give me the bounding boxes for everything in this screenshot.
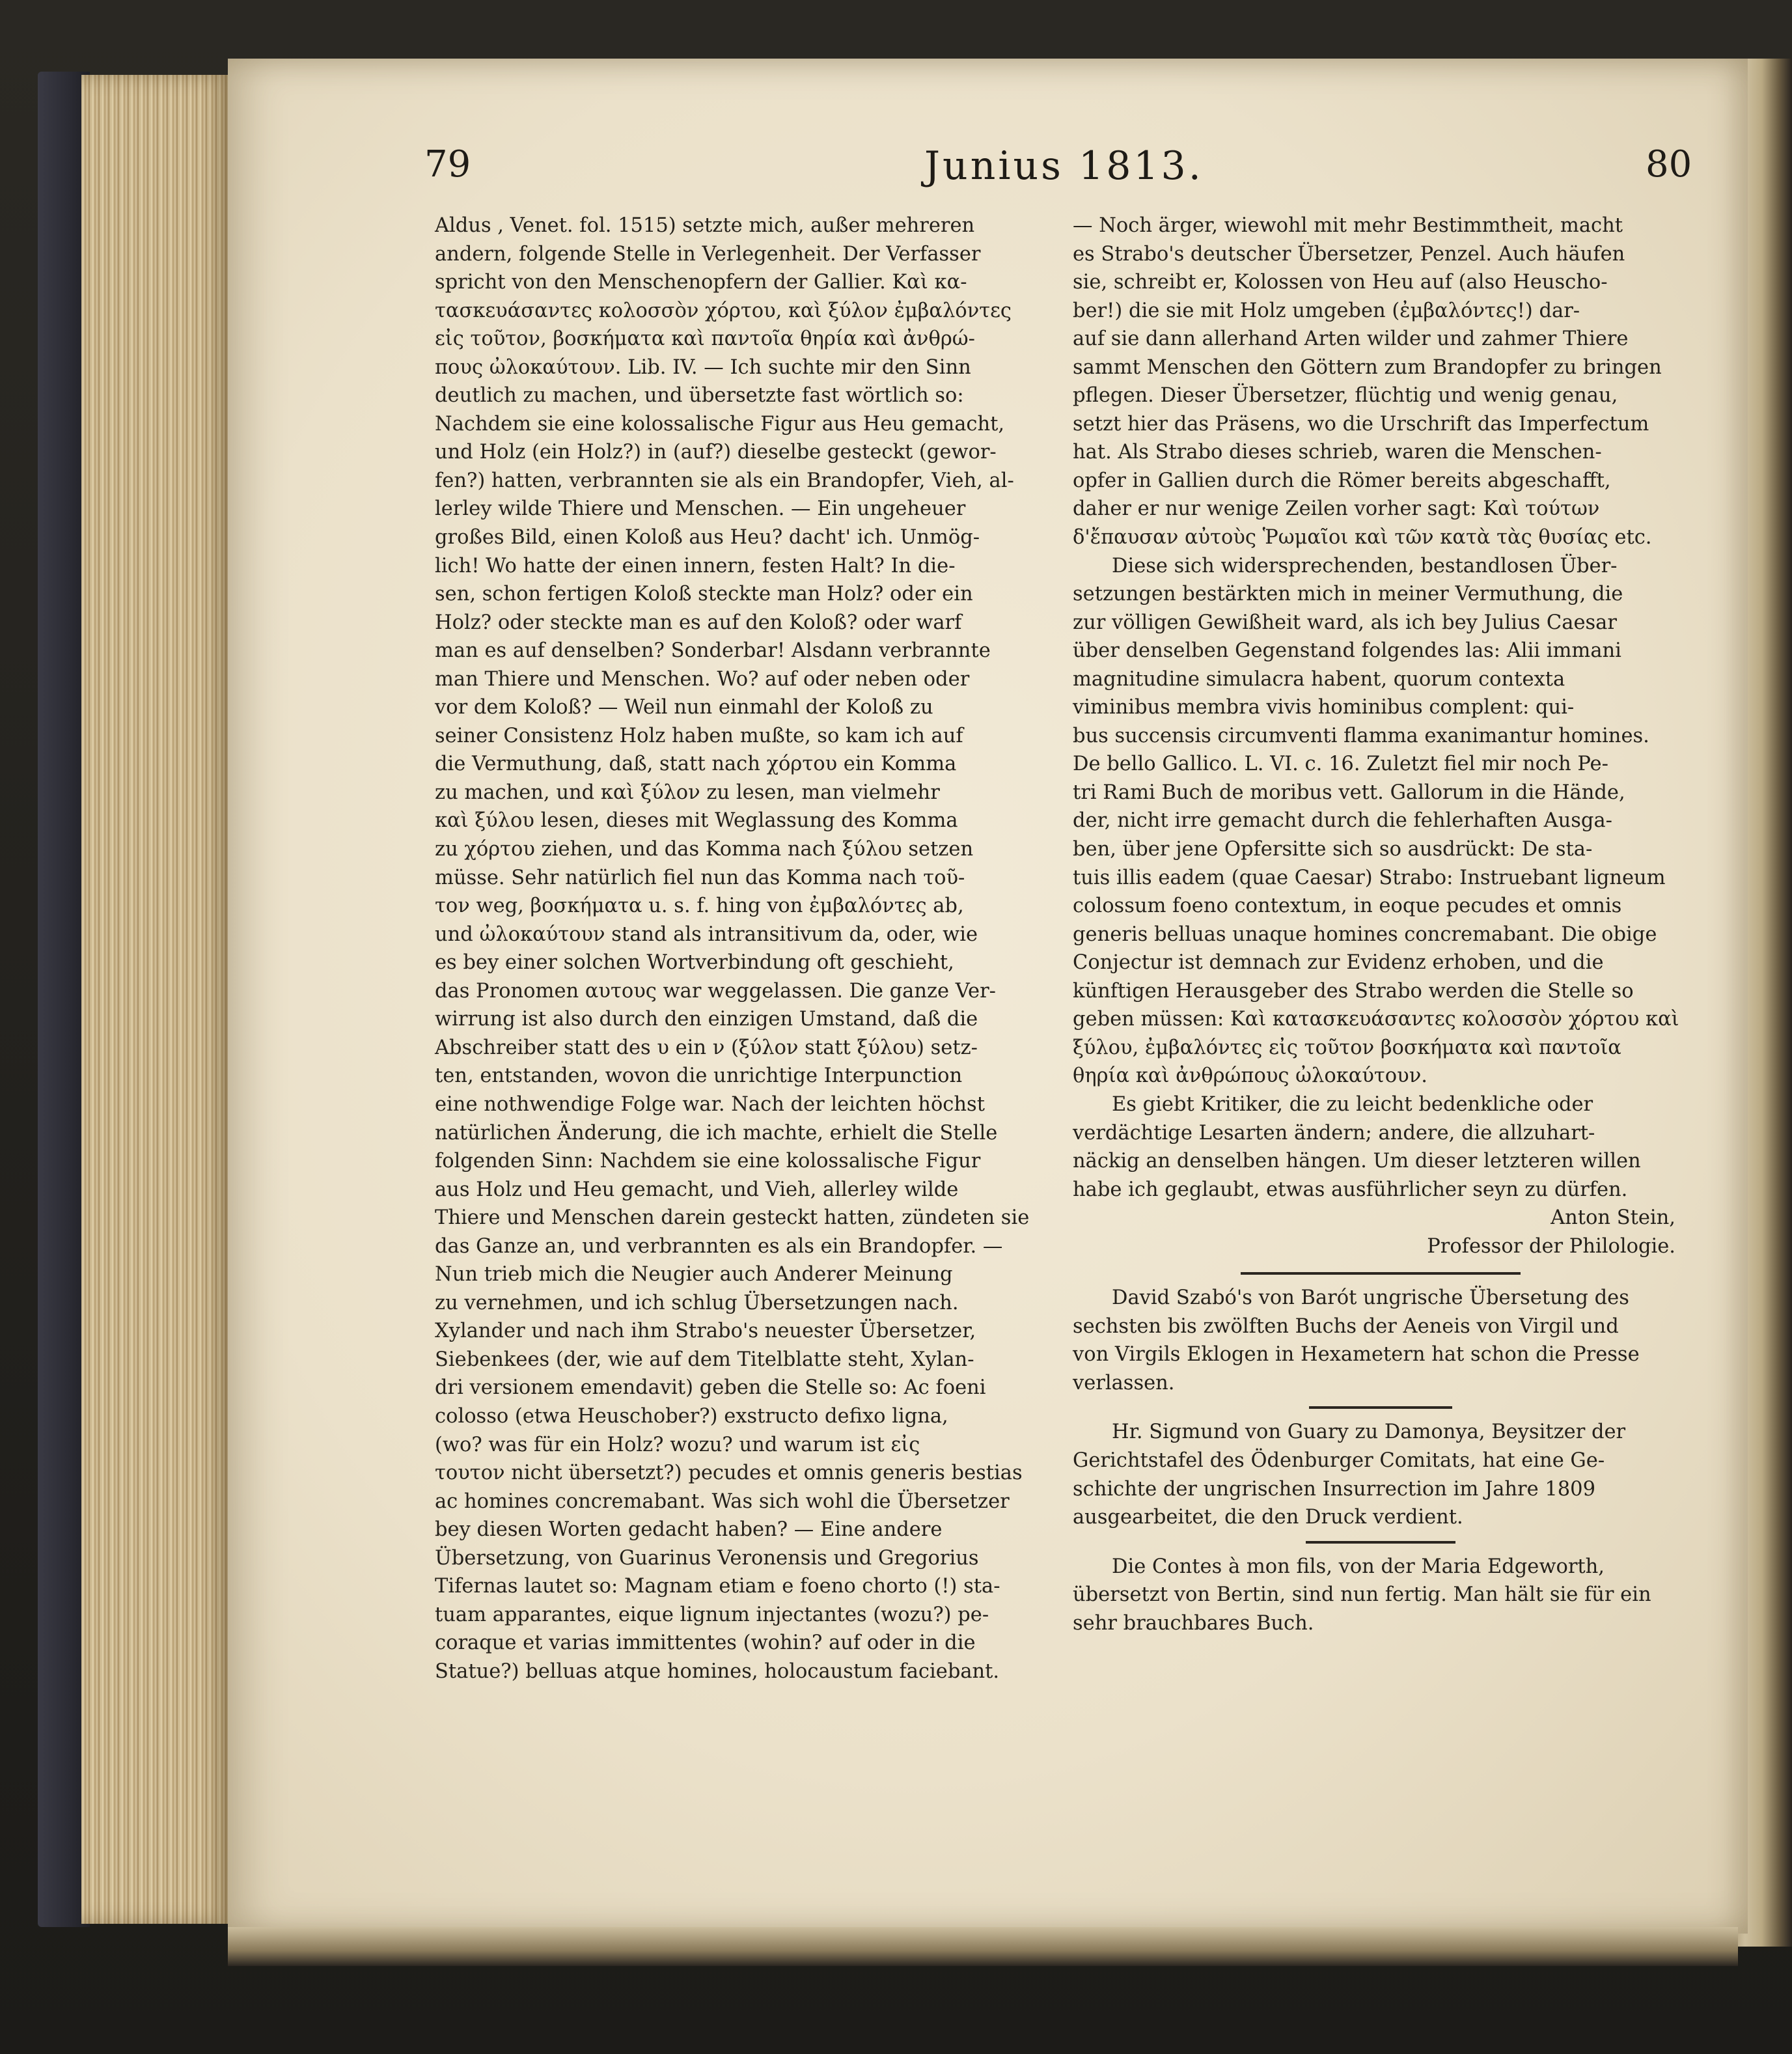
notice-guary [1073, 1418, 1689, 1531]
text-line: tri Rami Buch de moribus vett. Gallorum in die Hände, [1073, 781, 1625, 804]
text-line: Aldus , Venet. fol. 1515) setzte mich, außer mehreren [435, 214, 975, 237]
section-divider [1241, 1272, 1521, 1275]
text-line: daher er nur wenige Zeilen vorher sagt: Καὶ τούτων [1073, 497, 1600, 521]
text-line: τον weg, βοσκήματα u. s. f. hing von ἐμβαλόντες ab, [435, 895, 964, 918]
text-line: übersetzt von Bertin, sind nun fertig. Man hält sie für ein [1073, 1583, 1651, 1607]
text-line: δ'ἔπαυσαν αὐτοὺς Ῥωμαῖοι καὶ τῶν κατὰ τὰς θυσίας etc. [1073, 526, 1652, 549]
text-line: aus Holz und Heu gemacht, und Vieh, allerley wilde [435, 1178, 959, 1201]
page-bottom-edge [228, 1927, 1738, 1966]
text-line: Hr. Sigmund von Guary zu Damonya, Beysitzer der [1112, 1421, 1626, 1444]
section-divider [1306, 1541, 1455, 1544]
notice-szabo [1073, 1284, 1689, 1397]
text-line: das Ganze an, und verbrannten es als ein Brandopfer. — [435, 1234, 1003, 1258]
text-line: Die Contes à mon fils, von der Maria Edgeworth, [1112, 1555, 1605, 1578]
page-edges [81, 75, 231, 1924]
text-line: De bello Gallico. L. VI. c. 16. Zuletzt fiel mir noch Pe- [1073, 753, 1608, 776]
text-line: Gerichtstafel des Ödenburger Comitats, hat eine Ge- [1073, 1449, 1605, 1472]
text-line: es Strabo's deutscher Übersetzer, Penzel. Auch häufen [1073, 242, 1625, 266]
text-line: ac homines concremabant. Was sich wohl die Übersetzer [435, 1490, 1010, 1513]
text-line: Diese sich widersprechenden, bestandlosen Über- [1112, 554, 1618, 577]
text-line: man es auf denselben? Sonderbar! Alsdann verbrannte [435, 639, 991, 663]
text-line: über denselben Gegenstand folgendes las: Alii immani [1073, 639, 1621, 663]
text-line: schichte der ungrischen Insurrection im Jahre 1809 [1073, 1477, 1595, 1501]
text-line: näckig an denselben hängen. Um dieser letzteren willen [1073, 1150, 1641, 1173]
text-line: Abschreiber statt des υ ein ν (ξύλον statt ξύλου) setz- [435, 1036, 978, 1059]
text-line: Holz? oder steckte man es auf den Koloß? oder warf [435, 611, 962, 634]
text-line: verdächtige Lesarten ändern; andere, die allzuhart- [1073, 1121, 1595, 1145]
text-line: (wo? was für ein Holz? wozu? und warum ist εἰς [435, 1433, 920, 1456]
text-line: πους ὠλοκαύτουν. Lib. IV. — Ich suchte mir den Sinn [435, 355, 971, 379]
text-line: großes Bild, einen Koloß aus Heu? dacht' ich. Unmög- [435, 526, 980, 549]
text-line: fen?) hatten, verbrannten sie als ein Brandopfer, Vieh, al- [435, 469, 1014, 492]
text-line: τουτον nicht übersetzt?) pecudes et omnis generis bestias [435, 1462, 1023, 1485]
right-column-article [1073, 212, 1689, 1204]
text-line: auf sie dann allerhand Arten wilder und zahmer Thiere [1073, 327, 1629, 351]
text-line: hat. Als Strabo dieses schrieb, waren die Menschen- [1073, 441, 1602, 464]
text-line: David Szabó's von Barót ungrische Übersetung des [1112, 1286, 1629, 1310]
text-line: eine nothwendige Folge war. Nach der leichten höchst [435, 1092, 985, 1116]
right-column [1073, 212, 1689, 1637]
text-line: magnitudine simulacra habent, quorum contexta [1073, 667, 1565, 691]
text-line: pflegen. Dieser Übersetzer, flüchtig und wenig genau, [1073, 384, 1618, 408]
text-line: sechsten bis zwölften Buchs der Aeneis von Virgil und [1073, 1314, 1619, 1338]
text-line: sie, schreibt er, Kolossen von Heu auf (also Heuscho- [1073, 271, 1608, 294]
text-line: colosso (etwa Heuschober?) exstructo defixo ligna, [435, 1404, 948, 1428]
text-line: andern, folgende Stelle in Verlegenheit. Der Verfasser [435, 242, 981, 266]
text-line: seiner Consistenz Holz haben mußte, so kam ich auf [435, 724, 963, 747]
text-line: lerley wilde Thiere und Menschen. — Ein ungeheuer [435, 497, 966, 521]
text-line: man Thiere und Menschen. Wo? auf oder neben oder [435, 667, 970, 691]
signature-title: Professor der Philologie. [1427, 1234, 1675, 1258]
text-line: deutlich zu machen, und übersetzte fast wörtlich so: [435, 384, 964, 408]
text-line: tuam apparantes, eique lignum injectantes (wozu?) pe- [435, 1603, 989, 1626]
text-line: sammt Menschen den Göttern zum Brandopfer zu bringen [1073, 355, 1662, 379]
text-line: coraque et varias immittentes (wohin? auf oder in die [435, 1631, 976, 1655]
text-line: folgenden Sinn: Nachdem sie eine kolossalische Figur [435, 1150, 981, 1173]
text-line: von Virgils Eklogen in Hexametern hat schon die Presse [1073, 1343, 1640, 1367]
text-line: καὶ ξύλου lesen, dieses mit Weglassung des Komma [435, 809, 958, 833]
text-line: zu χόρτου ziehen, und das Komma nach ξύλου setzen [435, 838, 974, 861]
text-line: die Vermuthung, daß, statt nach χόρτου ein Komma [435, 753, 957, 776]
signature-name: Anton Stein, [1551, 1206, 1675, 1230]
text-line: ber!) die sie mit Holz umgeben (ἐμβαλόντες!) dar- [1073, 299, 1580, 322]
text-line: generis belluas unaque homines concremabant. Die obige [1073, 923, 1657, 946]
text-line: habe ich geglaubt, etwas ausführlicher seyn zu dürfen. [1073, 1178, 1628, 1201]
text-line: Es giebt Kritiker, die zu leicht bedenkliche oder [1112, 1092, 1593, 1116]
text-line: Thiere und Menschen darein gesteckt hatten, zündeten sie [435, 1206, 1030, 1230]
text-line: Siebenkees (der, wie auf dem Titelblatte steht, Xylan- [435, 1348, 974, 1371]
text-line: ξύλου, ἐμβαλόντες εἰς τοῦτον βοσκήματα καὶ παντοῖα [1073, 1036, 1621, 1059]
text-line: es bey einer solchen Wortverbindung oft geschieht, [435, 951, 954, 975]
text-line: und ὠλοκαύτουν stand als intransitivum da, oder, wie [435, 923, 978, 946]
left-column [435, 212, 1053, 1686]
page-number-right: 80 [1646, 143, 1692, 186]
text-line: zu machen, und καὶ ξύλον zu lesen, man vielmehr [435, 781, 940, 804]
text-line: wirrung ist also durch den einzigen Umstand, daß die [435, 1008, 978, 1031]
text-line: müsse. Sehr natürlich fiel nun das Komma nach τοῦ- [435, 866, 965, 889]
text-line: sehr brauchbares Buch. [1073, 1611, 1314, 1635]
text-line: Tifernas lautet so: Magnam etiam e foeno chorto (!) sta- [435, 1575, 1000, 1598]
text-line: ben, über jene Opfersitte sich so ausdrückt: De sta- [1073, 838, 1593, 861]
text-line: Nun trieb mich die Neugier auch Anderer Meinung [435, 1263, 953, 1286]
text-line: εἰς τοῦτον, βοσκήματα καὶ παντοῖα θηρία καὶ ἀνθρώ- [435, 327, 975, 351]
text-line: bey diesen Worten gedacht haben? — Eine andere [435, 1518, 943, 1542]
text-line: lich! Wo hatte der einen innern, festen Halt? In die- [435, 554, 956, 577]
text-line: sen, schon fertigen Koloß steckte man Holz? oder ein [435, 583, 973, 606]
text-line: zu vernehmen, und ich schlug Übersetzungen nach. [435, 1291, 959, 1314]
text-line: setzt hier das Präsens, wo die Urschrift das Imperfectum [1073, 412, 1649, 436]
text-line: θηρία καὶ ἀνθρώπους ὠλοκαύτουν. [1073, 1064, 1427, 1088]
text-line: Statue?) belluas atque homines, holocaustum faciebant. [435, 1659, 1000, 1683]
text-line: und Holz (ein Holz?) in (auf?) dieselbe gesteckt (gewor- [435, 441, 997, 464]
text-line: bus succensis circumventi flamma exanimantur homines. [1073, 724, 1649, 747]
text-line: Nachdem sie eine kolossalische Figur aus Heu gemacht, [435, 412, 1005, 436]
text-line: tuis illis eadem (quae Caesar) Strabo: Instruebant ligneum [1073, 866, 1666, 889]
text-line: Conjectur ist demnach zur Evidenz erhoben, und die [1073, 951, 1604, 975]
text-line: colossum foeno contextum, in eoque pecudes et omnis [1073, 895, 1622, 918]
text-line: Xylander und nach ihm Strabo's neuester Übersetzer, [435, 1320, 976, 1343]
text-line: spricht von den Menschenopfern der Gallier. Καὶ κα- [435, 271, 967, 294]
text-line: dri versionem emendavit) geben die Stelle so: Ac foeni [435, 1376, 986, 1400]
text-line: künftigen Herausgeber des Strabo werden die Stelle so [1073, 979, 1634, 1003]
text-line: vor dem Koloß? — Weil nun einmahl der Koloß zu [435, 696, 933, 719]
text-line: ausgearbeitet, die den Druck verdient. [1073, 1506, 1463, 1529]
page-title: Junius 1813. [924, 143, 1204, 189]
text-line: natürlichen Änderung, die ich machte, erhielt die Stelle [435, 1121, 998, 1145]
text-line: geben müssen: Καὶ κατασκευάσαντες κολοσσὸν χόρτου καὶ [1073, 1008, 1679, 1031]
section-divider [1309, 1406, 1452, 1409]
text-line: das Pronomen αυτους war weggelassen. Die ganze Ver- [435, 979, 996, 1003]
text-line: — Noch ärger, wiewohl mit mehr Bestimmtheit, macht [1073, 214, 1623, 237]
text-line: verlassen. [1073, 1371, 1175, 1395]
text-line: zur völligen Gewißheit ward, als ich bey Julius Caesar [1073, 611, 1617, 634]
text-line: setzungen bestärkten mich in meiner Vermuthung, die [1073, 583, 1623, 606]
notice-edgeworth [1073, 1553, 1689, 1638]
text-line: viminibus membra vivis hominibus complent: qui- [1073, 696, 1575, 719]
text-line: der, nicht irre gemacht durch die fehlerhaften Ausga- [1073, 809, 1612, 833]
text-line: Übersetzung, von Guarinus Veronensis und Gregorius [435, 1546, 979, 1570]
text-line: τασκευάσαντες κολοσσὸν χόρτου, καὶ ξύλον ἐμβαλόντες [435, 299, 1012, 322]
page-number-left: 79 [424, 143, 471, 186]
text-line: opfer in Gallien durch die Römer bereits abgeschafft, [1073, 469, 1611, 492]
text-line: ten, entstanden, wovon die unrichtige Interpunction [435, 1064, 963, 1088]
